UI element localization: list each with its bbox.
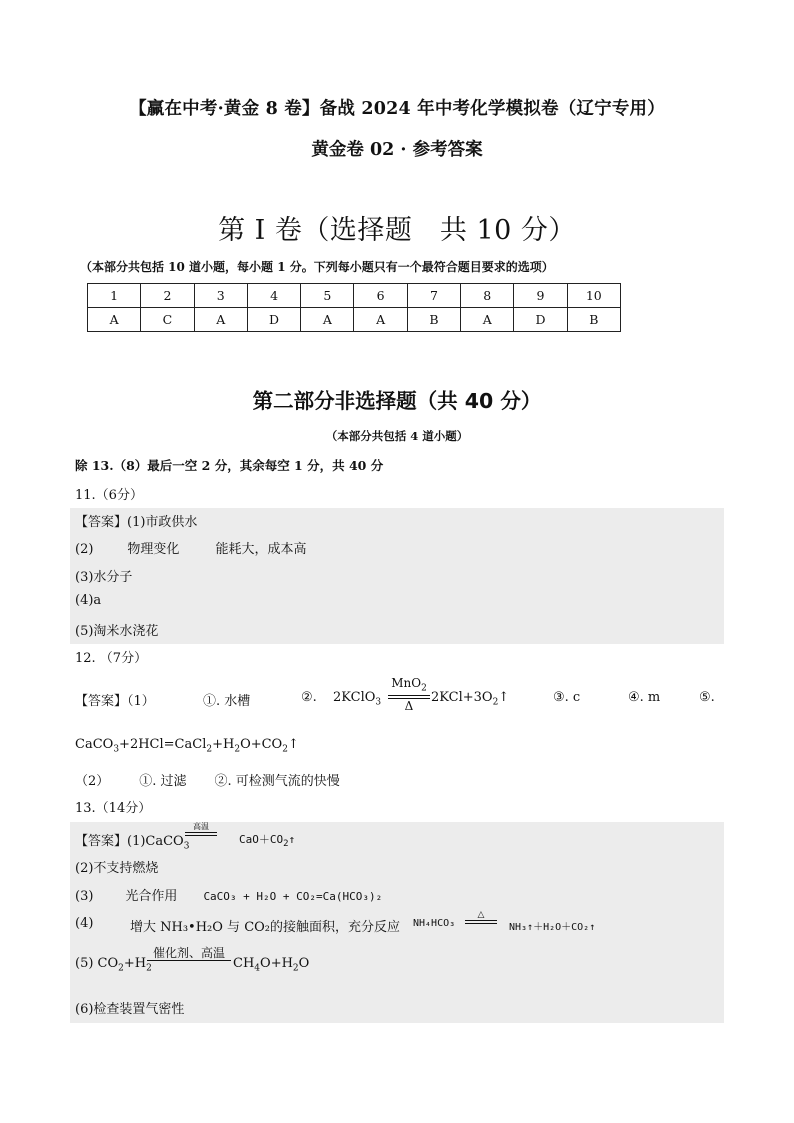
q13-line3-num: (3) bbox=[75, 889, 94, 904]
table-cell: A bbox=[461, 308, 514, 332]
q12-line3 bbox=[75, 770, 340, 789]
q12-heading: 12. （7分） bbox=[75, 651, 148, 666]
q12-sub2-ans2: ②. 可检测气流的快慢 bbox=[214, 774, 340, 789]
table-cell: D bbox=[247, 308, 300, 332]
q12-sub2-label: （2） bbox=[75, 774, 110, 789]
part2-title: 第二部分非选择题（共 40 分） bbox=[252, 389, 542, 413]
q13-eq4-condition bbox=[465, 910, 497, 924]
table-cell: A bbox=[354, 308, 407, 332]
q11-line4: (4)a bbox=[75, 593, 102, 608]
table-cell: A bbox=[88, 308, 141, 332]
catalyst-label: MnO bbox=[391, 676, 422, 690]
table-cell: D bbox=[514, 308, 567, 332]
q11-line2 bbox=[75, 538, 306, 557]
q13-line5-c: CH bbox=[233, 956, 255, 971]
table-cell: 10 bbox=[567, 284, 620, 308]
q13-line4-ans1: 增大 NH₃•H₂O 与 CO₂的接触面积，充分反应 bbox=[130, 920, 401, 935]
heat-label: Δ bbox=[404, 699, 414, 714]
part2-note: （本部分共包括 4 道小题） bbox=[325, 429, 469, 443]
gas-arrow-icon: ↑ bbox=[288, 833, 296, 846]
table-cell: 2 bbox=[141, 284, 194, 308]
eq-reactant: 2KClO bbox=[333, 690, 376, 705]
eq2-part: +2HCl=CaCl bbox=[119, 737, 207, 752]
q11-line1: 【答案】(1)市政供水 bbox=[75, 515, 198, 530]
gas-arrow-icon: ↑ bbox=[287, 737, 299, 752]
eq2-part: CaCO bbox=[75, 737, 114, 752]
q12-eq-condition: MnO$_2$ Δ bbox=[388, 676, 430, 713]
table-cell: 1 bbox=[88, 284, 141, 308]
q11-line3: (3)水分子 bbox=[75, 570, 133, 585]
high-temp-label: 高温 bbox=[193, 822, 209, 831]
table-cell: A bbox=[194, 308, 247, 332]
table-cell: 3 bbox=[194, 284, 247, 308]
table-cell: 8 bbox=[461, 284, 514, 308]
q13-line3-eq: CaCO₃ + H₂O + CO₂=Ca(HCO₃)₂ bbox=[203, 890, 383, 903]
q13-line5-e: O bbox=[298, 956, 310, 971]
gas-arrow-icon: ↑ bbox=[498, 690, 510, 705]
eq-product: 2KCl+3O bbox=[431, 690, 493, 705]
q13-line5-b: +H bbox=[123, 956, 147, 971]
table-cell: 9 bbox=[514, 284, 567, 308]
q12-part4: ④. m bbox=[628, 690, 661, 705]
q12-line2: $CaCO_3+2HCl=CaCl_2+H_2O+CO_2↑$ bbox=[75, 737, 299, 755]
q13-eq1-condition bbox=[185, 822, 217, 836]
document-subtitle: 黄金卷 02 · 参考答案 bbox=[311, 140, 483, 160]
q12-part2-label: ②. bbox=[301, 690, 317, 705]
q13-line3-ans1: 光合作用 bbox=[125, 889, 178, 904]
answer-table-numbers bbox=[88, 284, 621, 308]
q11-line2-ans1: 物理变化 bbox=[127, 542, 180, 557]
document-title: 【赢在中考·黄金 8 卷】备战 2024 年中考化学模拟卷（辽宁专用） bbox=[129, 99, 665, 119]
table-cell: 6 bbox=[354, 284, 407, 308]
q12-answer-label: 【答案】（1） bbox=[75, 694, 155, 709]
heat-label: △ bbox=[477, 910, 485, 920]
catalyst-high-temp-label: 催化剂、高温 bbox=[152, 946, 225, 960]
q13-line1-b: CaO＋CO bbox=[239, 833, 284, 846]
eq2-part: +H bbox=[212, 737, 235, 752]
q12-equation1: 2KClO$_3$ bbox=[333, 690, 382, 708]
q13-line5-a: (5) CO bbox=[75, 956, 119, 971]
table-cell: B bbox=[567, 308, 620, 332]
part1-title: 第 I 卷（选择题 共 10 分） bbox=[218, 215, 576, 246]
scoring-note: 除 13.（8）最后一空 2 分，其余每空 1 分，共 40 分 bbox=[75, 458, 384, 473]
table-cell: A bbox=[301, 308, 354, 332]
q12-equation1-products: $2KCl+3O_2↑$ bbox=[431, 690, 510, 708]
q12-part1: ①. 水槽 bbox=[203, 694, 251, 709]
q13-line1-a: 【答案】(1)CaCO bbox=[75, 834, 184, 849]
answer-table bbox=[87, 283, 621, 332]
q12-part5: ⑤. bbox=[699, 690, 715, 705]
table-cell: C bbox=[141, 308, 194, 332]
q11-line2-num: (2) bbox=[75, 542, 94, 557]
q13-eq5-condition bbox=[147, 946, 231, 962]
q13-line6: (6)检查装置气密性 bbox=[75, 1002, 185, 1017]
table-cell: 4 bbox=[247, 284, 300, 308]
q11-line5: (5)淘米水浇花 bbox=[75, 624, 159, 639]
table-cell: 5 bbox=[301, 284, 354, 308]
answer-table-answers bbox=[88, 308, 621, 332]
q11-heading: 11.（6分） bbox=[75, 488, 143, 503]
part1-note: （本部分共包括 10 道小题，每小题 1 分。下列每小题只有一个最符合题目要求的选项） bbox=[80, 260, 554, 274]
q12-part3: ③. c bbox=[553, 690, 581, 705]
q13-line4-reactant: NH₄HCO₃ bbox=[413, 918, 456, 929]
q13-heading: 13.（14分） bbox=[75, 801, 152, 816]
q13-line4-num: (4) bbox=[75, 916, 94, 931]
q13-line2: (2)不支持燃烧 bbox=[75, 861, 159, 876]
eq2-part: O+CO bbox=[240, 737, 283, 752]
table-cell: B bbox=[407, 308, 460, 332]
q13-line3 bbox=[75, 885, 382, 904]
table-cell: 7 bbox=[407, 284, 460, 308]
q12-sub2-ans1: ①. 过滤 bbox=[139, 774, 187, 789]
q13-line5-d: O+H bbox=[260, 956, 293, 971]
q13-line4-products: NH₃↑＋H₂O＋CO₂↑ bbox=[509, 922, 596, 933]
q11-line2-ans2: 能耗大，成本高 bbox=[215, 542, 307, 557]
